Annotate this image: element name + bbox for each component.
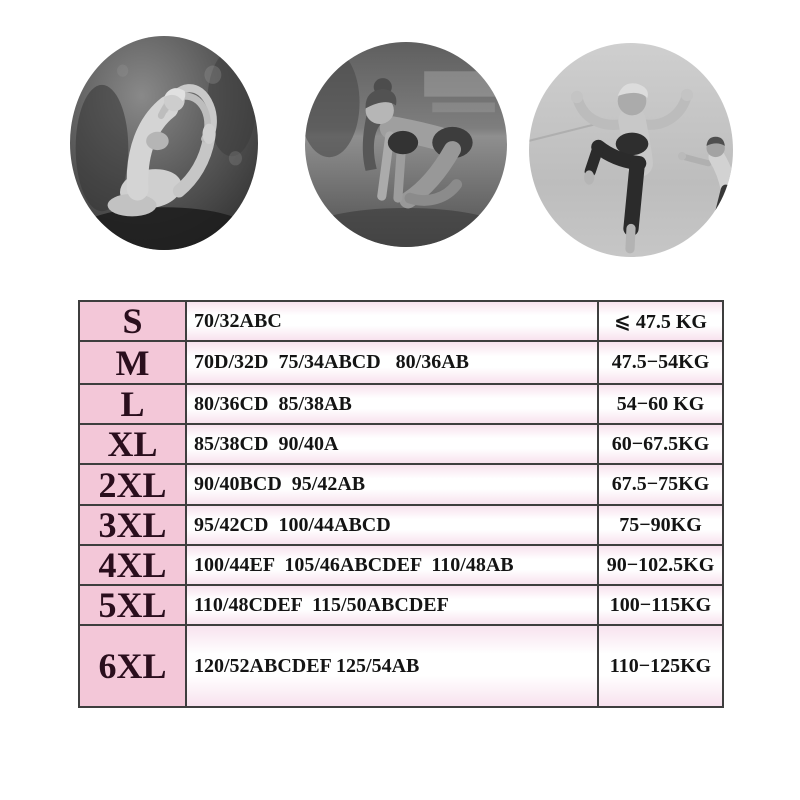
size-label: XL	[79, 424, 186, 464]
photo-yoga-backbend	[70, 36, 258, 250]
bra-sizes-cell: 80/36CD 85/38AB	[186, 384, 598, 424]
table-row-m	[79, 341, 723, 384]
bra-sizes-cell: 70D/32D 75/34ABCD 80/36AB	[186, 341, 598, 384]
size-label: 3XL	[79, 505, 186, 545]
weight-cell: 60−67.5KG	[598, 424, 723, 464]
weight-cell: 90−102.5KG	[598, 545, 723, 585]
weight-cell: 54−60 KG	[598, 384, 723, 424]
size-label: L	[79, 384, 186, 424]
table-row-3xl	[79, 505, 723, 545]
bra-sizes-cell: 85/38CD 90/40A	[186, 424, 598, 464]
table-row-s	[79, 301, 723, 341]
size-label: 4XL	[79, 545, 186, 585]
bra-sizes-cell: 90/40BCD 95/42AB	[186, 464, 598, 505]
table-row-4xl	[79, 545, 723, 585]
table-row-l	[79, 384, 723, 424]
bra-sizes-cell: 70/32ABC	[186, 301, 598, 341]
weight-cell: 67.5−75KG	[598, 464, 723, 505]
table-row-5xl	[79, 585, 723, 625]
bra-sizes-cell: 110/48CDEF 115/50ABCDEF	[186, 585, 598, 625]
photo-sprint-start	[305, 42, 507, 247]
bra-sizes-cell: 120/52ABCDEF 125/54AB	[186, 625, 598, 707]
size-label: M	[79, 341, 186, 384]
weight-cell: ⩽ 47.5 KG	[598, 301, 723, 341]
size-label: 6XL	[79, 625, 186, 707]
weight-cell: 110−125KG	[598, 625, 723, 707]
photo-balance-pose	[529, 43, 733, 257]
size-chart-table	[78, 300, 724, 708]
weight-cell: 100−115KG	[598, 585, 723, 625]
size-label: S	[79, 301, 186, 341]
table-row-6xl	[79, 625, 723, 707]
size-label: 2XL	[79, 464, 186, 505]
weight-cell: 47.5−54KG	[598, 341, 723, 384]
bra-sizes-cell: 95/42CD 100/44ABCD	[186, 505, 598, 545]
table-row-xl	[79, 424, 723, 464]
weight-cell: 75−90KG	[598, 505, 723, 545]
bra-sizes-cell: 100/44EF 105/46ABCDEF 110/48AB	[186, 545, 598, 585]
table-row-2xl	[79, 464, 723, 505]
size-label: 5XL	[79, 585, 186, 625]
